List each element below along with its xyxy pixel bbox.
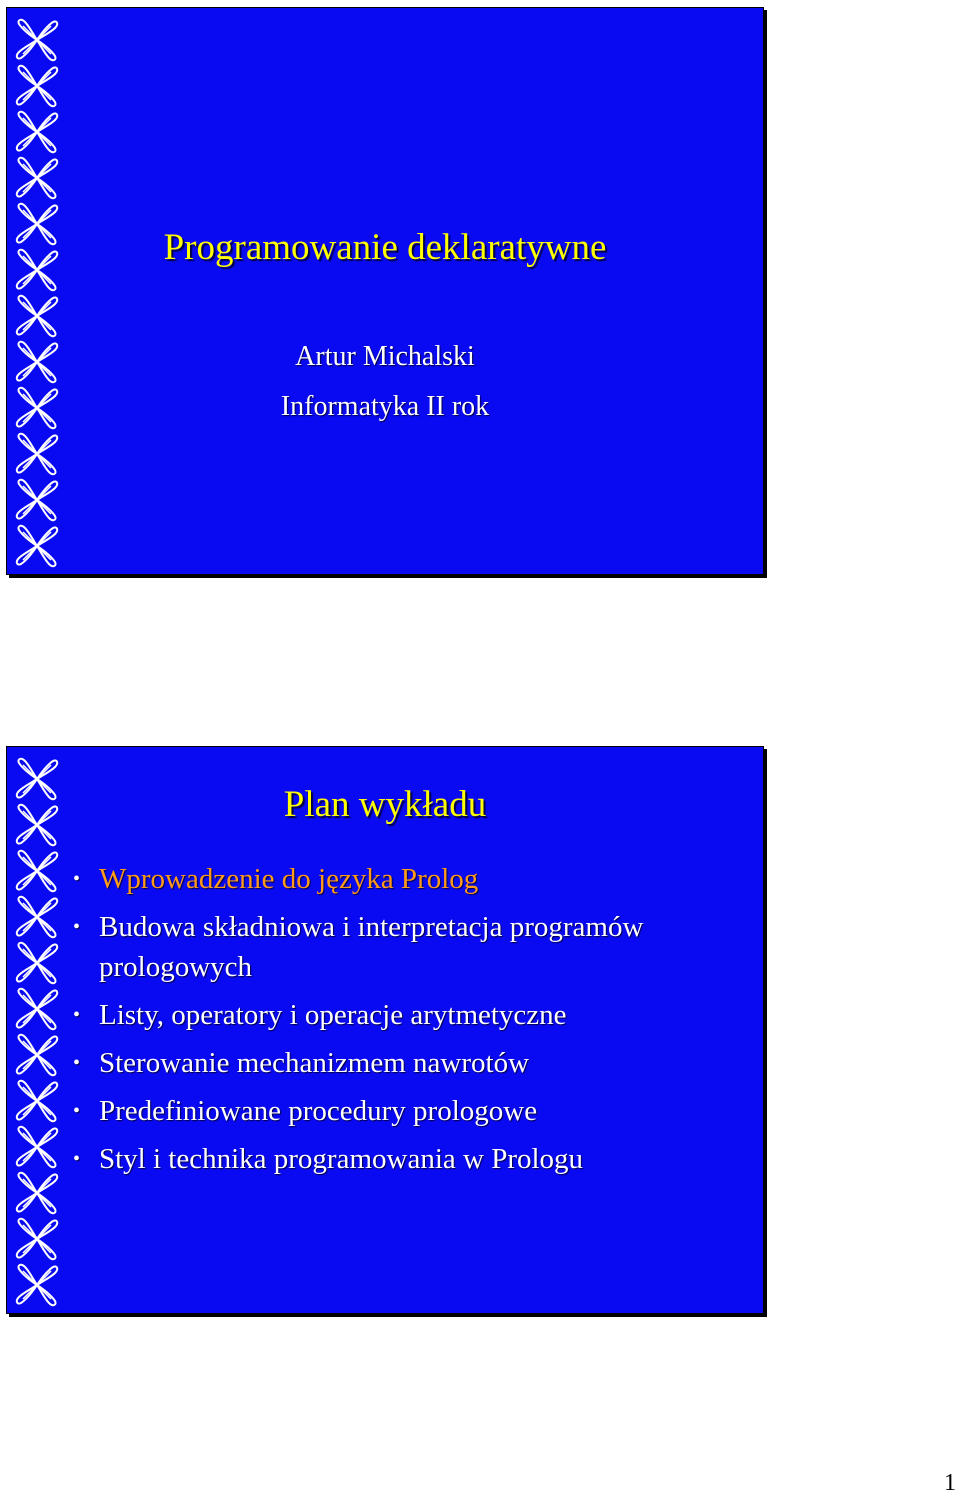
decorative-border-left (13, 757, 61, 1307)
list-item (69, 859, 729, 899)
list-item (69, 1043, 729, 1083)
slide-heading: Plan wykładu (283, 784, 487, 825)
bullet-icon: • (73, 1052, 81, 1074)
knot-ornament-motif (17, 158, 57, 198)
bullet-icon: • (73, 1100, 81, 1122)
knot-ornament-motif (17, 66, 57, 106)
knot-ornament-motif (17, 989, 57, 1029)
list-item-text: Listy, operatory i operacje arytmetyczne (99, 999, 567, 1031)
knot-ornament-motif (17, 851, 57, 891)
agenda-list (69, 859, 729, 1187)
knot-ornament-icon (13, 18, 61, 568)
presentation-title: Programowanie deklaratywne (163, 227, 607, 268)
page-number: 1 (944, 1470, 956, 1496)
knot-ornament-icon (13, 757, 61, 1307)
knot-ornament-motif (17, 112, 57, 152)
knot-ornament-motif (17, 296, 57, 336)
knot-ornament-motif (17, 1035, 57, 1075)
knot-ornament-motif (17, 526, 57, 566)
bullet-icon: • (73, 916, 81, 938)
list-item (69, 1091, 729, 1131)
slide-agenda (6, 746, 764, 1314)
list-item-text: Predefiniowane procedury prologowe (99, 1095, 538, 1127)
bullet-icon: • (73, 1148, 81, 1170)
knot-ornament-motif (17, 434, 57, 474)
author-name: Artur Michalski (295, 341, 475, 372)
knot-ornament-motif (17, 943, 57, 983)
course-name: Informatyka II rok (280, 391, 490, 422)
bullet-icon: • (73, 1004, 81, 1026)
knot-ornament-motif (17, 1127, 57, 1167)
knot-ornament-motif (17, 480, 57, 520)
decorative-border-left (13, 18, 61, 568)
knot-ornament-motif (17, 1081, 57, 1121)
knot-ornament-motif (17, 1265, 57, 1305)
knot-ornament-motif (17, 1173, 57, 1213)
list-item-text: Styl i technika programowania w Prologu (99, 1143, 584, 1175)
list-item (69, 995, 729, 1035)
slide-title (6, 7, 764, 575)
list-item (69, 907, 729, 987)
knot-ornament-motif (17, 897, 57, 937)
list-item-text: Wprowadzenie do języka Prolog (99, 863, 479, 895)
list-item-text: Sterowanie mechanizmem nawrotów (99, 1047, 530, 1079)
knot-ornament-motif (17, 20, 57, 60)
knot-ornament-motif (17, 1219, 57, 1259)
bullet-icon: • (73, 868, 81, 890)
list-item-text: Budowa składniowa i interpretacja programów prologowych (99, 911, 644, 983)
list-item (69, 1139, 729, 1179)
